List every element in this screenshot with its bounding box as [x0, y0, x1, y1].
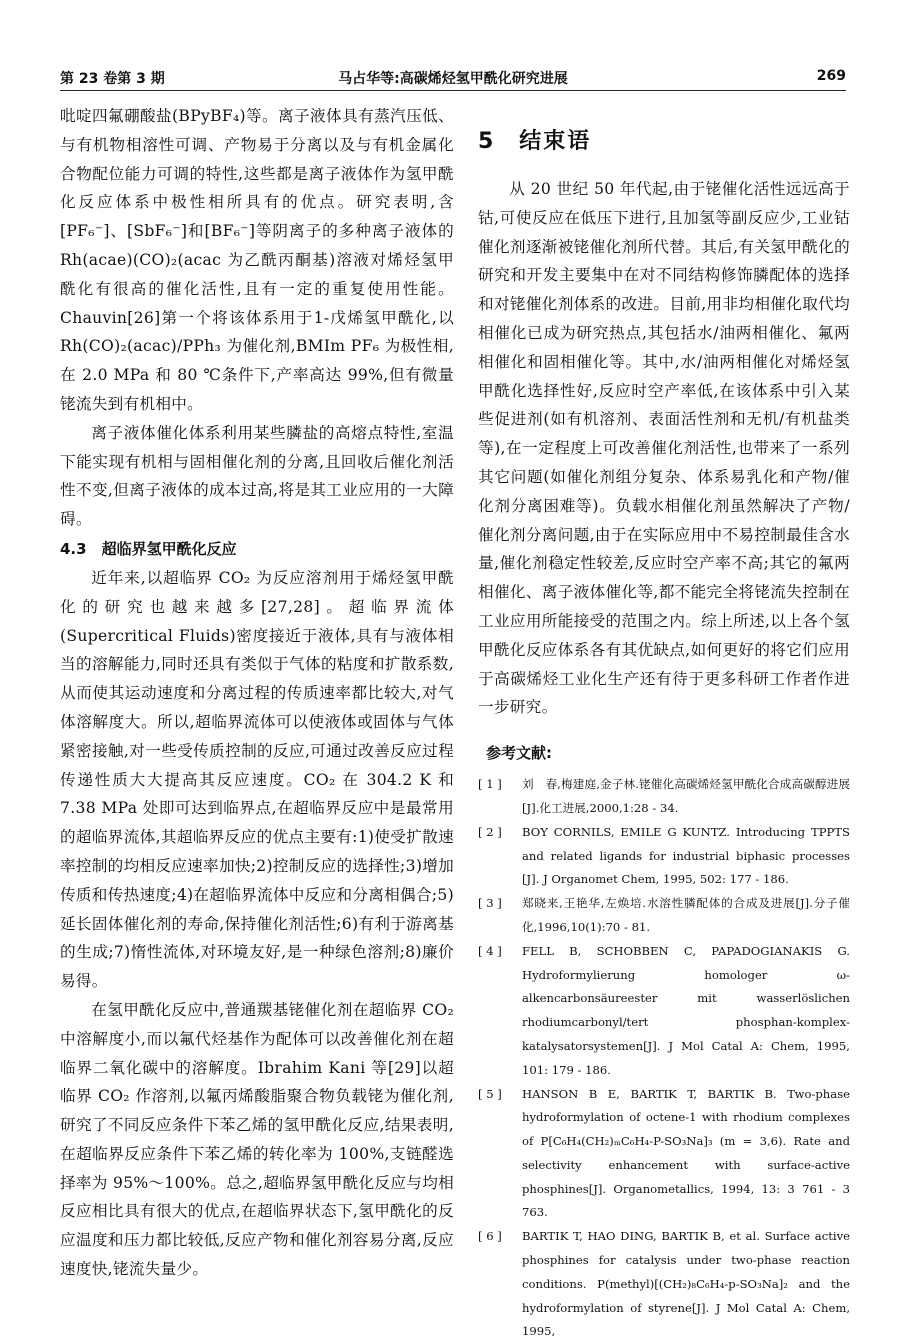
- references-heading: 参考文献:: [486, 744, 552, 763]
- reference-item: [478, 821, 850, 892]
- reference-text: HANSON B E, BARTIK T, BARTIK B. Two-phase hydroformylation of octene-1 with rhodium complexes of P[C₆H₄(CH₂)ₘC₆H₄-P-SO₃Na]₃ (m = 3,6). Rate and selectivity enhancement with surface-active phosphines[J]. Organometallics, 1994, 13: 3 761 - 3 763.: [522, 1086, 850, 1220]
- reference-number: [ 1 ]: [478, 777, 502, 792]
- reference-text: BOY CORNILS, EMILE G KUNTZ. Introducing TPPTS and related ligands for industrial biphasic processes [J]. J Organomet Chem, 1995, 502: 177 - 186.: [522, 824, 850, 887]
- reference-text: FELL B, SCHOBBEN C, PAPADOGIANAKIS G. Hydroformylierung homologer ω-alkencarbonsäureester mit wasserlöslichen rhodiumcarbonyl/tert phosphan-komplex-katalysatorsystemen[J]. J Mol Catal A: Chem, 1995, 101: 179 - 186.: [522, 943, 850, 1077]
- left-column: [60, 102, 454, 1284]
- reference-item: [478, 1225, 850, 1344]
- reference-number: [ 2 ]: [478, 824, 502, 839]
- paragraph-supercritical-summary: 在氢甲酰化反应中,普通羰基铑催化剂在超临界 CO₂ 中溶解度小,而以氟代烃基作为配体可以改善催化剂在超临界二氧化碳中的溶解度。Ibrahim Kani 等[29]以超临界 CO₂ 作溶剂,以氟丙烯酸脂聚合物负载铑为催化剂,研究了不同反应条件下苯乙烯的氢甲酰化反应,结果表明,在超临界反应条件下苯乙烯的转化率为 100%,支链醛选择率为 95%～100%。总之,超临界氢甲酰化反应与均相反应相比具有很大的优点,在超临界状态下,氢甲酰化的反应温度和压力都比较低,反应产物和催化剂容易分离,反应速度快,铑流失量少。: [60, 1000, 454, 1279]
- paragraph-ionic-liquids: 吡啶四氟硼酸盐(BPyBF₄)等。离子液体具有蒸汽压低、与有机物相溶性可调、产物易于分离以及与有机金属化合物配位能力可调的特性,这些都是离子液体作为氢甲酰化反应体系中极性相所具有的优点。研究表明,含[PF₆⁻]、[SbF₆⁻]和[BF₆⁻]等阴离子的多种离子液体的 Rh(acae)(CO)₂(acac 为乙酰丙酮基)溶液对烯烃氢甲酰化有很高的催化活性,且有一定的重复使用性能。Chauvin[26]第一个将该体系用于1-戊烯氢甲酰化,以 Rh(CO)₂(acac)/PPh₃ 为催化剂,BMIm PF₆ 为极性相,在 2.0 MPa 和 80 ℃条件下,产率高达 99%,但有微量铑流失到有机相中。: [60, 107, 454, 413]
- running-title: 马占华等:高碳烯烃氢甲酰化研究进展: [338, 71, 568, 87]
- subsection-heading-4-3: 4.3 超临界氢甲酰化反应: [60, 539, 237, 558]
- reference-text: 郑晓来,王艳华,左焕培.水溶性膦配体的合成及进展[J].分子催化,1996,10(1):70 - 81.: [522, 896, 850, 934]
- reference-number: [ 4 ]: [478, 943, 502, 958]
- paragraph-supercritical: 近年来,以超临界 CO₂ 为反应溶剂用于烯烃氢甲酰化的研究也越来越多[27,28]。超临界流体(Supercritical Fluids)密度接近于液体,具有与液体相当的溶解能力,同时还具有类似于气体的粘度和扩散系数,从而使其运动速度和分离过程的传质速率都比较大,对气体溶解度大。所以,超临界流体可以使液体或固体与气体紧密接触,对一些受传质控制的反应,可通过改善反应过程传递性质大大提高其反应速度。CO₂ 在 304.2 K 和 7.38 MPa 处即可达到临界点,在超临界反应中是最常用的超临界流体,其超临界反应的优点主要有:1)使受扩散速率控制的均相反应速率加快;2)控制反应的选择性;3)增加传质和传热速度;4)在超临界流体中反应和分离相偶合;5)延长固体催化剂的寿命,保持催化剂活性;6)有利于游离基的生成;7)惰性流体,对环境友好,是一种绿色溶剂;8)廉价易得。: [60, 568, 454, 991]
- page-number: 269: [816, 68, 846, 84]
- reference-item: [478, 773, 850, 821]
- reference-number: [ 3 ]: [478, 896, 502, 911]
- reference-text: BARTIK T, HAO DING, BARTIK B, et al. Surface active phosphines for catalysis under two-phase reaction conditions. P(methyl)[(CH₂)₈C₆H₄-p-SO₃Na]₂ and the hydroformylation of styrene[J]. J Mol Catal A: Chem, 1995,: [522, 1229, 850, 1339]
- volume-issue: 第 23 卷第 3 期: [60, 71, 165, 87]
- reference-number: [ 5 ]: [478, 1086, 502, 1101]
- reference-item: [478, 892, 850, 940]
- paragraph-conclusion: 从 20 世纪 50 年代起,由于铑催化活性远远高于钴,可使反应在低压下进行,且加氢等副反应少,工业钴催化剂逐渐被铑催化剂所代替。其后,有关氢甲酰化的研究和开发主要集中在对不同结构修饰膦配体的选择和对铑催化剂体系的改进。目前,用非均相催化取代均相催化已成为研究热点,其包括水/油两相催化、氟两相催化和固相催化等。其中,水/油两相催化对烯烃氢甲酰化选择性好,反应时空产率低,在该体系中引入某些促进剂(如有机溶剂、表面活性剂和无机/有机盐类等),在一定程度上可改善催化剂活性,也带来了一系列其它问题(如催化剂组分复杂、体系易乳化和产物/催化剂分离困难等)。负载水相催化剂虽然解决了产物/催化剂分离问题,由于在实际应用中不易控制最佳含水量,催化剂稳定性较差,反应时空产率不高;其它的氟两相催化、离子液体催化等,都不能完全将铑流失控制在工业应用所能接受的范围之内。综上所述,以上各个氢甲酰化反应体系各有其优缺点,如何更好的将它们应用于高碳烯烃工业化生产还有待于更多科研工作者作进一步研究。: [478, 180, 850, 717]
- reference-text: 刘 春,梅建庭,金子林.铑催化高碳烯烃氢甲酰化合成高碳醇进展[J].化工进展,2000,1:28 - 34.: [522, 777, 850, 815]
- section-heading-conclusion: 5 结束语: [478, 129, 592, 154]
- running-header: [60, 62, 846, 91]
- reference-list: [478, 773, 850, 1344]
- reference-number: [ 6 ]: [478, 1229, 502, 1244]
- paragraph-ionic-liquids-limits: 离子液体催化体系利用某些膦盐的高熔点特性,室温下能实现有机相与固相催化剂的分离,且回收后催化剂活性不变,但离子液体的成本过高,将是其工业应用的一大障碍。: [60, 423, 454, 529]
- right-column: [478, 102, 850, 1344]
- reference-item: [478, 940, 850, 1083]
- reference-item: [478, 1083, 850, 1226]
